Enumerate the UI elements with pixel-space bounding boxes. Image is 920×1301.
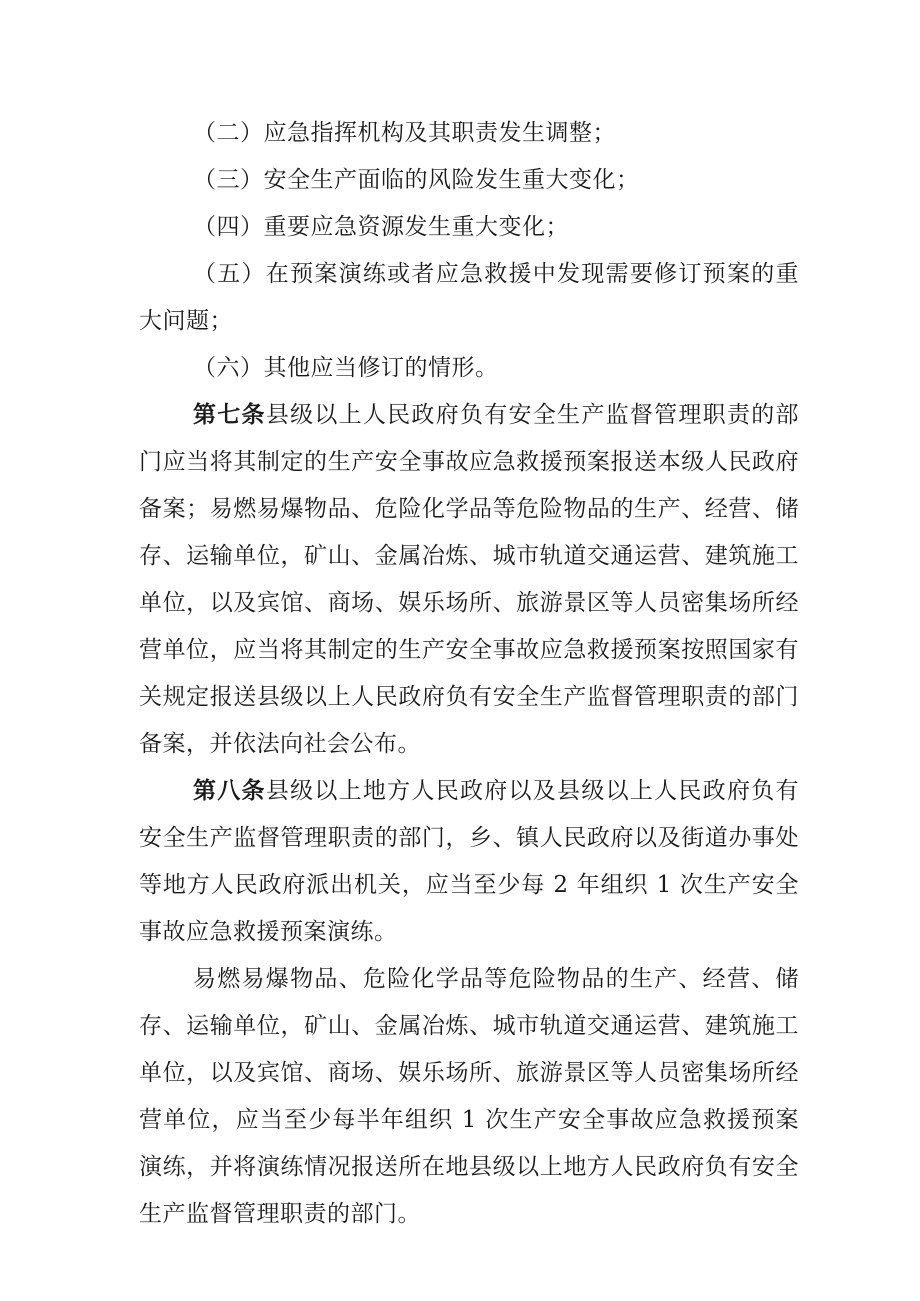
document-body: [139, 110, 799, 1238]
article-7-body: 县级以上人民政府负有安全生产监督管理职责的部门应当将其制定的生产安全事故应急救援预案报送本级人民政府备案；易燃易爆物品、危险化学品等危险物品的生产、经营、储存、运输单位，矿山、金属冶炼、城市轨道交通运营、建筑施工单位，以及宾馆、商场、娱乐场所、旅游景区等人员密集场所经营单位，应当将其制定的生产安全事故应急救援预案按照国家有关规定报送县级以上人民政府负有安全生产监督管理职责的部门备案，并依法向社会公布。: [139, 402, 799, 757]
list-item: （五）在预案演练或者应急救援中发现需要修订预案的重大问题；: [139, 261, 799, 334]
article-8-title: 第八条: [193, 778, 266, 804]
article-7-paragraph: [139, 392, 799, 768]
article-8-paragraph-2: 易燃易爆物品、危险化学品等危险物品的生产、经营、储存、运输单位，矿山、金属冶炼、城市轨道交通运营、建筑施工单位，以及宾馆、商场、娱乐场所、旅游景区等人员密集场所经营单位，应当至少每半年组织 1 次生产安全事故应急救援预案演练，并将演练情况报送所在地县级以上地方人民政府负有安全生产监督管理职责的部门。: [139, 966, 799, 1227]
article-8-paragraph: [139, 768, 799, 956]
list-item: （四）重要应急资源发生重大变化；: [193, 214, 569, 240]
list-item: （六）其他应当修订的情形。: [193, 355, 499, 381]
article-8-body: 县级以上地方人民政府以及县级以上人民政府负有安全生产监督管理职责的部门，乡、镇人民政府以及街道办事处等地方人民政府派出机关，应当至少每 2 年组织 1 次生产安全事故应急救援预案演练。: [139, 778, 799, 945]
list-item: （三）安全生产面临的风险发生重大变化；: [193, 167, 640, 193]
article-7-title: 第七条: [193, 402, 266, 428]
list-item: （二）应急指挥机构及其职责发生调整；: [193, 120, 616, 146]
